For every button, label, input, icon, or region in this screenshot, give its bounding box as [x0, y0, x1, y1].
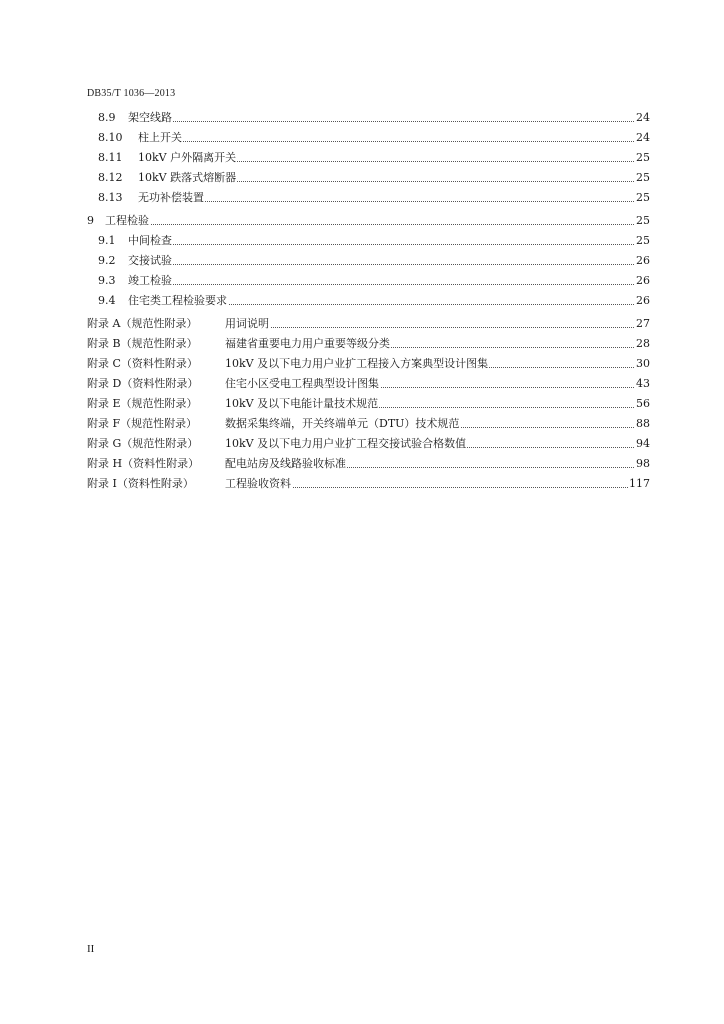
toc-entry-number: 9.2 [98, 254, 116, 267]
toc-entry [0, 334, 724, 354]
toc-dot-leader [128, 264, 648, 265]
toc-entry-title: 配电站房及线路验收标准 [225, 454, 347, 474]
toc-entry-number: 9.1 [98, 234, 116, 247]
toc-entry-number: 附录 I（资料性附录） [87, 477, 194, 490]
toc-entry-number: 附录 F（规范性附录） [87, 417, 198, 430]
toc-entry-number: 8.12 [98, 171, 123, 184]
toc-entry-page: 117 [628, 474, 650, 494]
toc-entry [0, 188, 724, 208]
toc-entry-number: 附录 H（资料性附录） [87, 457, 200, 470]
toc-entry-title: 架空线路 [128, 108, 173, 128]
document-code-header: DB35/T 1036—2013 [87, 88, 176, 99]
toc-entry [0, 211, 724, 231]
toc-entry [0, 394, 724, 414]
toc-entry-number: 8.13 [98, 191, 123, 204]
toc-entry-number: 附录 E（规范性附录） [87, 397, 198, 410]
toc-entry-page: 98 [635, 454, 650, 474]
toc-entry-page: 24 [635, 128, 650, 148]
toc-entry-title: 竣工检验 [128, 271, 173, 291]
toc-entry-number: 附录 C（资料性附录） [87, 357, 198, 370]
toc-entry-page: 25 [635, 148, 650, 168]
toc-dot-leader [225, 327, 648, 328]
toc-entry [0, 251, 724, 271]
toc-entry [0, 354, 724, 374]
toc-dot-leader [128, 244, 648, 245]
toc-entry [0, 314, 724, 334]
toc-entry-title: 中间检查 [128, 231, 173, 251]
toc-entry-title: 柱上开关 [138, 128, 183, 148]
toc-entry-page: 30 [635, 354, 650, 374]
toc-dot-leader [105, 224, 648, 225]
toc-entry-title: 住宅小区受电工程典型设计图集 [225, 374, 380, 394]
toc-entry [0, 148, 724, 168]
toc-entry-title: 工程验收资料 [225, 474, 292, 494]
toc-entry-title: 住宅类工程检验要求 [128, 291, 228, 311]
toc-entry-page: 27 [635, 314, 650, 334]
table-of-contents [0, 108, 724, 494]
toc-entry [0, 414, 724, 434]
toc-entry-number: 附录 B（规范性附录） [87, 337, 198, 350]
toc-entry-title: 交接试验 [128, 251, 173, 271]
toc-entry [0, 374, 724, 394]
toc-entry [0, 434, 724, 454]
toc-entry [0, 128, 724, 148]
toc-entry-page: 94 [635, 434, 650, 454]
toc-entry-page: 26 [635, 291, 650, 311]
toc-entry-number: 附录 G（规范性附录） [87, 437, 199, 450]
toc-entry-title: 10kV 及以下电能计量技术规范 [225, 394, 379, 414]
toc-entry-page: 26 [635, 271, 650, 291]
toc-entry-number: 8.11 [98, 151, 123, 164]
toc-entry-number: 附录 A（规范性附录） [87, 317, 198, 330]
page-number: II [87, 943, 95, 955]
toc-entry-page: 56 [635, 394, 650, 414]
toc-entry-number: 附录 D（资料性附录） [87, 377, 199, 390]
toc-entry [0, 474, 724, 494]
toc-entry-page: 25 [635, 168, 650, 188]
toc-entry-title: 10kV 及以下电力用户业扩工程接入方案典型设计图集 [225, 354, 489, 374]
toc-entry-page: 25 [635, 231, 650, 251]
toc-entry-title: 10kV 跌落式熔断器 [138, 168, 237, 188]
toc-entry-number: 9.3 [98, 274, 116, 287]
toc-entry-page: 25 [635, 211, 650, 231]
toc-entry [0, 271, 724, 291]
toc-entry-page: 25 [635, 188, 650, 208]
toc-entry-page: 28 [635, 334, 650, 354]
toc-entry [0, 291, 724, 311]
toc-dot-leader [128, 121, 648, 122]
toc-dot-leader [138, 201, 648, 202]
toc-entry-title: 工程检验 [105, 211, 150, 231]
toc-entry-title: 10kV 户外隔离开关 [138, 148, 237, 168]
toc-entry-page: 43 [635, 374, 650, 394]
toc-entry-number: 9.4 [98, 294, 116, 307]
toc-entry-title: 数据采集终端，开关终端单元（DTU）技术规范 [225, 414, 460, 434]
toc-entry [0, 454, 724, 474]
toc-entry-number: 9 [87, 214, 94, 227]
toc-entry [0, 168, 724, 188]
toc-entry [0, 231, 724, 251]
toc-entry-page: 88 [635, 414, 650, 434]
toc-dot-leader [138, 141, 648, 142]
toc-entry-title: 用词说明 [225, 314, 270, 334]
toc-entry-page: 24 [635, 108, 650, 128]
toc-entry [0, 108, 724, 128]
toc-entry-number: 8.9 [98, 111, 116, 124]
toc-entry-title: 10kV 及以下电力用户业扩工程交接试验合格数值 [225, 434, 467, 454]
toc-entry-page: 26 [635, 251, 650, 271]
toc-entry-title: 福建省重要电力用户重要等级分类 [225, 334, 391, 354]
toc-entry-number: 8.10 [98, 131, 123, 144]
toc-dot-leader [128, 284, 648, 285]
toc-entry-title: 无功补偿装置 [138, 188, 205, 208]
